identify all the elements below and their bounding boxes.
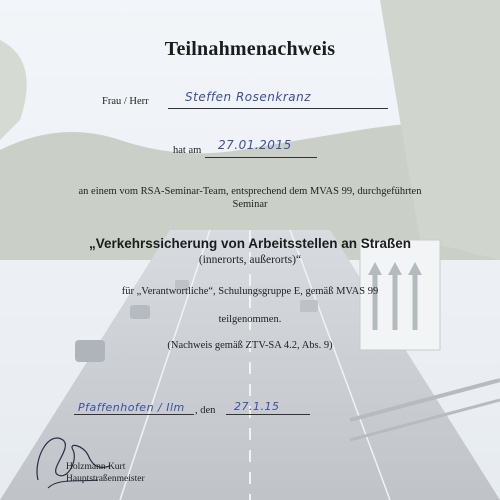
participated-text: teilgenommen. [218,314,282,325]
signer-title: Hauptstraßenmeister [66,474,145,484]
course-title: „Verkehrssicherung von Arbeitsstellen an Straßen [88,236,412,251]
organizer-line-1: an einem vom RSA-Seminar-Team, entsprechend dem MVAS 99, durchgeführten [78,186,422,197]
place-date-separator: , den [195,405,216,416]
date-underline [205,157,317,158]
name-value: Steffen Rosenkranz [185,90,312,104]
signer-name: Holzmann Kurt [66,462,126,472]
course-subtitle: (innerorts, außerorts)“ [198,254,302,266]
page-title: Teilnahmenachweis [164,38,336,60]
date-value: 27.01.2015 [218,138,292,152]
sign-date-value: 27.1.15 [234,400,280,413]
place-value: Pfaffenhofen / Ilm [78,401,185,414]
name-label: Frau / Herr [102,96,149,107]
organizer-line-2: Seminar [232,199,268,210]
audience-line: für „Verantwortliche“, Schulungsgruppe E, gemäß MVAS 99 [121,286,379,297]
sign-date-underline [226,414,310,415]
name-underline [168,108,388,109]
date-label: hat am [173,145,202,156]
place-underline [74,414,194,415]
proof-note: (Nachweis gemäß ZTV-SA 4.2, Abs. 9) [167,340,333,351]
